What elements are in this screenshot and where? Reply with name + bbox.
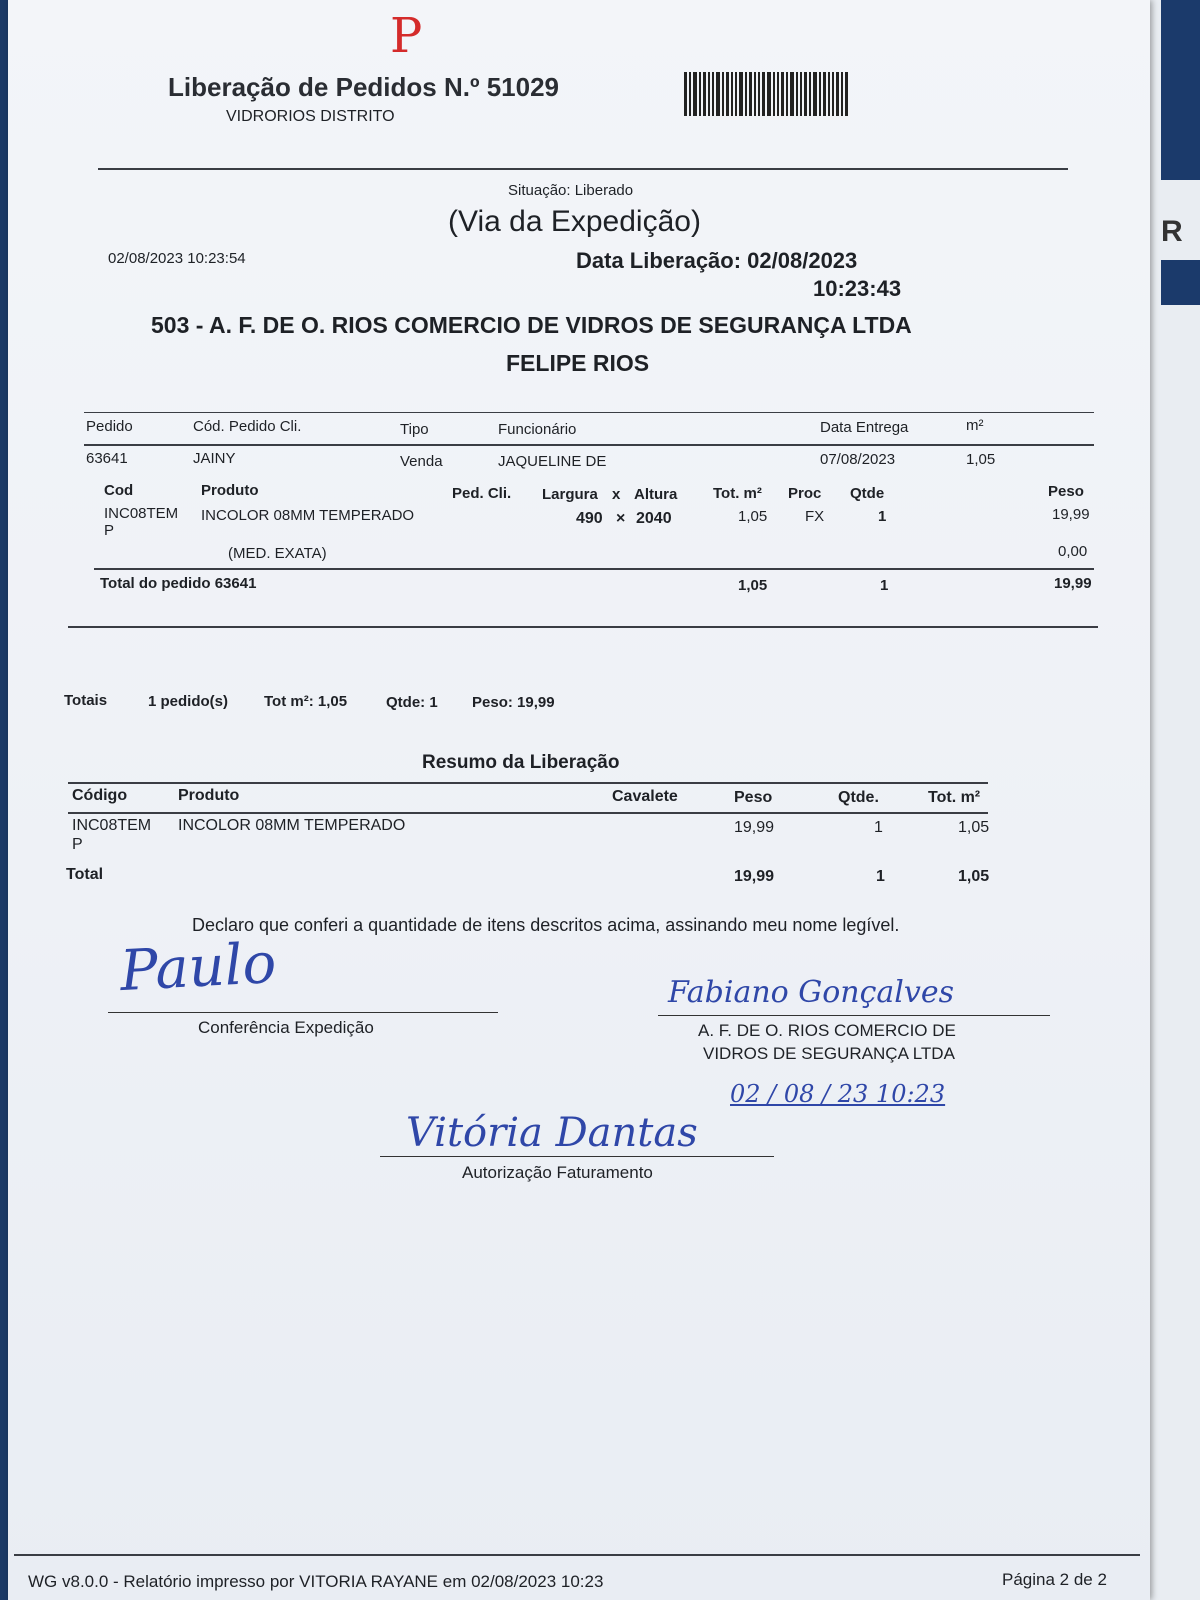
resumo-header-tot-m2: Tot. m²	[928, 789, 981, 806]
underlying-sheet-blue-area	[1161, 260, 1200, 305]
item-peso: 19,99	[1052, 506, 1090, 523]
item-header-cod: Cod	[104, 482, 134, 499]
resumo-header-produto: Produto	[178, 787, 240, 804]
signature-label-client-line2: VIDROS DE SEGURANÇA LTDA	[703, 1044, 955, 1063]
item-header-qtde: Qtde	[850, 485, 885, 502]
order-data-entrega: 07/08/2023	[820, 451, 896, 468]
item-header-x: x	[612, 486, 621, 503]
column-header-m2: m²	[966, 417, 984, 434]
company-name: VIDRORIOS DISTRITO	[226, 108, 395, 125]
signature-label-autorizacao: Autorização Faturamento	[462, 1163, 653, 1182]
totais-qtde: Qtde: 1	[386, 694, 438, 711]
document-title: Liberação de Pedidos N.º 51029	[168, 72, 559, 102]
resumo-header-codigo: Código	[72, 787, 128, 804]
column-header-cod-pedido-cli: Cód. Pedido Cli.	[193, 418, 302, 435]
release-date: Data Liberação: 02/08/2023	[576, 248, 858, 273]
item-header-peso: Peso	[1048, 483, 1084, 500]
item-altura: 2040	[636, 510, 672, 527]
resumo-total-qtde: 1	[876, 868, 885, 885]
client-contact: FELIPE RIOS	[506, 350, 650, 376]
signature-line-conferencia	[108, 1012, 498, 1013]
resumo-total-label: Total	[66, 866, 104, 883]
signature-client: Fabiano Gonçalves	[668, 975, 954, 1010]
item-medida-peso: 0,00	[1058, 543, 1088, 560]
declaration-text: Declaro que conferi a quantidade de itens descritos acima, assinando meu nome legível.	[192, 915, 900, 935]
item-x: ×	[616, 510, 626, 527]
totais-pedidos: 1 pedido(s)	[148, 693, 229, 710]
status-text: Situação: Liberado	[508, 182, 634, 199]
signature-conferencia: Paulo	[118, 930, 278, 1005]
item-header-altura: Altura	[634, 486, 678, 503]
underlying-sheet-blue-area	[1161, 0, 1200, 180]
totais-label: Totais	[64, 692, 108, 709]
handwritten-mark: P	[390, 8, 423, 64]
page-number: Página 2 de 2	[1002, 1570, 1107, 1589]
signature-label-client-line1: A. F. DE O. RIOS COMERCIO DE	[698, 1021, 956, 1040]
resumo-qtde: 1	[874, 819, 883, 836]
resumo-total-tot-m2: 1,05	[958, 868, 990, 885]
order-pedido: 63641	[86, 450, 128, 467]
release-time: 10:23:43	[813, 276, 902, 301]
document-page	[8, 0, 1150, 1600]
order-section-divider	[68, 626, 1098, 628]
item-cod-line2: P	[104, 522, 115, 539]
order-cod-pedido-cli: JAINY	[193, 450, 236, 467]
column-header-data-entrega: Data Entrega	[820, 419, 909, 436]
via-label: (Via da Expedição)	[448, 205, 701, 238]
order-total-m2: 1,05	[738, 577, 768, 594]
signature-label-conferencia: Conferência Expedição	[198, 1018, 374, 1037]
column-header-funcionario: Funcionário	[498, 421, 577, 438]
item-tot-m2: 1,05	[738, 508, 768, 525]
item-qtde: 1	[878, 508, 887, 525]
item-cod-line1: INC08TEM	[104, 505, 179, 522]
resumo-header-cavalete: Cavalete	[612, 788, 678, 805]
order-m2: 1,05	[966, 451, 996, 468]
barcode-icon	[684, 72, 850, 116]
signature-autorizacao: Vitória Dantas	[406, 1110, 698, 1156]
item-total-rule	[94, 568, 1094, 570]
column-header-tipo: Tipo	[400, 421, 429, 438]
order-total-label: Total do pedido 63641	[100, 575, 257, 592]
handwritten-date: 02 / 08 / 23 10:23	[730, 1080, 946, 1108]
print-datetime: 02/08/2023 10:23:54	[108, 250, 246, 267]
order-tipo: Venda	[400, 453, 443, 470]
item-header-ped-cli: Ped. Cli.	[452, 485, 512, 502]
resumo-header-peso: Peso	[734, 789, 773, 806]
resumo-total-peso: 19,99	[734, 868, 775, 885]
item-header-proc: Proc	[788, 485, 822, 502]
item-proc: FX	[805, 508, 825, 525]
item-header-tot-m2: Tot. m²	[713, 485, 762, 502]
item-header-produto: Produto	[201, 482, 259, 499]
resumo-header-rule	[68, 812, 988, 814]
column-header-pedido: Pedido	[86, 418, 133, 435]
item-header-largura: Largura	[542, 486, 598, 503]
totais-tot-m2: Tot m²: 1,05	[264, 693, 348, 710]
order-table-top-rule	[84, 412, 1094, 413]
signature-line-autorizacao	[380, 1156, 774, 1157]
order-total-peso: 19,99	[1054, 575, 1092, 592]
footer-rule	[14, 1554, 1140, 1556]
resumo-codigo-line1: INC08TEM	[72, 817, 152, 834]
order-total-qtde: 1	[880, 577, 889, 594]
footer-report-info: WG v8.0.0 - Relatório impresso por VITORIA RAYANE em 02/08/2023 10:23	[28, 1572, 604, 1591]
totais-peso: Peso: 19,99	[472, 694, 555, 711]
resumo-peso: 19,99	[734, 819, 775, 836]
signature-line-client	[658, 1015, 1050, 1016]
resumo-header-qtde: Qtde.	[838, 789, 879, 806]
resumo-produto: INCOLOR 08MM TEMPERADO	[178, 817, 406, 834]
item-largura: 490	[576, 510, 603, 527]
header-divider	[98, 168, 1068, 170]
item-produto: INCOLOR 08MM TEMPERADO	[201, 507, 415, 524]
resumo-tot-m2: 1,05	[958, 819, 990, 836]
item-medida: (MED. EXATA)	[228, 545, 327, 562]
underlying-sheet-text-fragment: R	[1161, 215, 1183, 248]
order-table-header-rule	[84, 444, 1094, 446]
resumo-top-rule	[68, 782, 988, 784]
order-funcionario: JAQUELINE DE	[498, 453, 607, 470]
resumo-title: Resumo da Liberação	[422, 752, 620, 773]
resumo-codigo-line2: P	[72, 836, 83, 853]
client-name: 503 - A. F. DE O. RIOS COMERCIO DE VIDROS DE SEGURANÇA LTDA	[151, 312, 912, 338]
